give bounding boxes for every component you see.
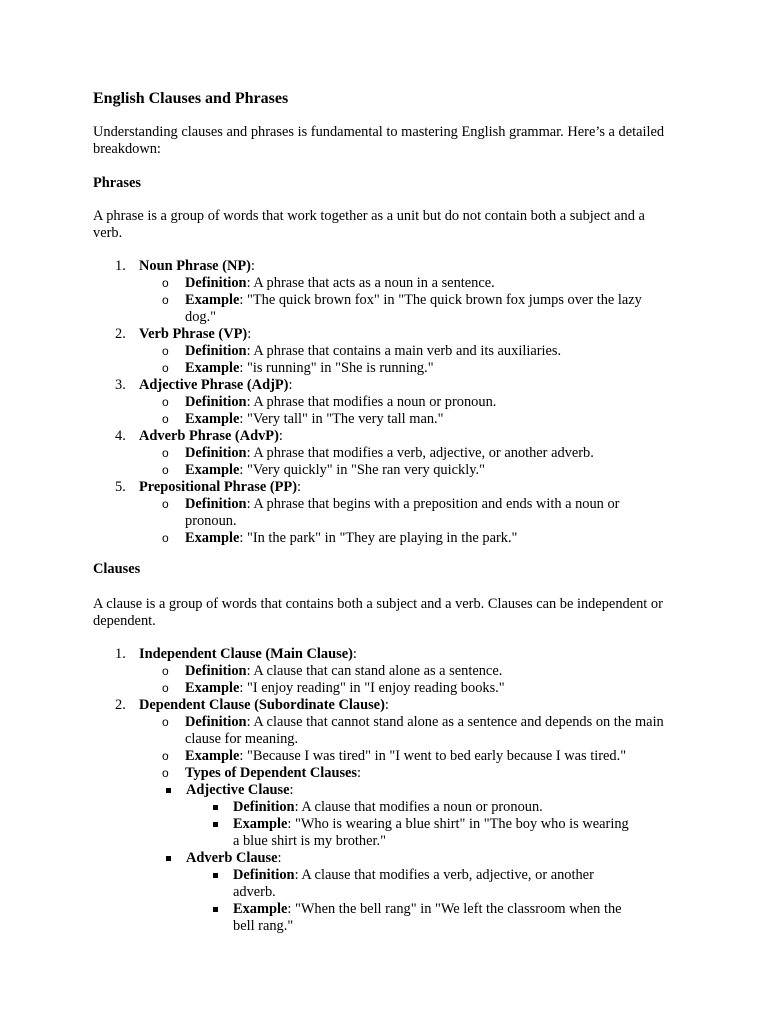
circle-bullet-icon: o bbox=[162, 276, 169, 290]
definition-text: : A clause that can stand alone as a sentence. bbox=[246, 663, 503, 679]
definition-text: : A clause that modifies a noun or pronoun. bbox=[294, 799, 543, 815]
example-label: Example bbox=[185, 411, 240, 427]
example-item bbox=[139, 748, 683, 765]
list-number: 3. bbox=[115, 377, 126, 393]
definition-label: Definition bbox=[233, 799, 295, 815]
example-label: Example bbox=[185, 530, 240, 546]
definition-label: Definition bbox=[185, 445, 247, 461]
circle-bullet-icon: o bbox=[162, 412, 169, 426]
list-number: 2. bbox=[115, 326, 126, 342]
definition-label: Definition bbox=[185, 663, 247, 679]
circle-bullet-icon: o bbox=[162, 361, 169, 375]
square-bullet-icon bbox=[213, 822, 218, 827]
types-colon: : bbox=[357, 765, 362, 781]
example-text: : "Very tall" in "The very tall man." bbox=[239, 411, 444, 427]
example-label: Example bbox=[185, 462, 240, 478]
example-item bbox=[139, 411, 683, 428]
definition-text: : A phrase that modifies a noun or pronoun. bbox=[246, 394, 497, 410]
adverb-clause-item bbox=[93, 850, 683, 935]
definition-label: Definition bbox=[185, 496, 247, 512]
example-item bbox=[139, 680, 683, 697]
circle-bullet-icon: o bbox=[162, 681, 169, 695]
example-label: Example bbox=[233, 816, 288, 832]
definition-label: Definition bbox=[185, 714, 247, 730]
circle-bullet-icon: o bbox=[162, 766, 169, 780]
phrase-term: Noun Phrase (NP) bbox=[139, 258, 251, 274]
types-label: Types of Dependent Clauses bbox=[185, 765, 358, 781]
circle-bullet-icon: o bbox=[162, 463, 169, 477]
example-label: Example bbox=[185, 360, 240, 376]
circle-bullet-icon: o bbox=[162, 446, 169, 460]
square-bullet-icon bbox=[213, 873, 218, 878]
clause-item-dependent bbox=[93, 697, 683, 935]
intro-paragraph: Understanding clauses and phrases is fundamental to mastering English grammar. Here’s a detailed breakdown: bbox=[93, 124, 665, 157]
clause-term: Independent Clause (Main Clause) bbox=[139, 646, 353, 662]
definition-text: : A clause that modifies a verb, adjective, or another adverb. bbox=[233, 867, 594, 900]
example-text: : "Very quickly" in "She ran very quickly." bbox=[239, 462, 485, 478]
term-colon: : bbox=[277, 850, 282, 866]
types-item bbox=[139, 765, 683, 782]
definition-text: : A phrase that begins with a preposition and ends with a noun or pronoun. bbox=[185, 496, 620, 529]
definition-item bbox=[93, 799, 683, 816]
adjective-clause-details bbox=[93, 799, 683, 850]
definition-item bbox=[139, 714, 683, 748]
definition-item bbox=[139, 343, 683, 360]
definition-item bbox=[139, 496, 683, 530]
definition-item bbox=[139, 445, 683, 462]
circle-bullet-icon: o bbox=[162, 715, 169, 729]
dependent-types-list bbox=[93, 782, 683, 935]
term-colon: : bbox=[384, 697, 389, 713]
circle-bullet-icon: o bbox=[162, 344, 169, 358]
clauses-list bbox=[93, 646, 683, 935]
phrase-term: Verb Phrase (VP) bbox=[139, 326, 248, 342]
definition-item bbox=[139, 275, 683, 292]
definition-item bbox=[139, 663, 683, 680]
list-number: 4. bbox=[115, 428, 126, 444]
document-title: English Clauses and Phrases bbox=[93, 90, 289, 107]
example-label: Example bbox=[233, 901, 288, 917]
definition-text: : A clause that cannot stand alone as a sentence and depends on the main clause for meaning. bbox=[185, 714, 664, 747]
term-colon: : bbox=[289, 782, 294, 798]
adjective-clause-item bbox=[93, 782, 683, 850]
circle-bullet-icon: o bbox=[162, 664, 169, 678]
list-number: 1. bbox=[115, 258, 126, 274]
example-text: : "In the park" in "They are playing in the park." bbox=[239, 530, 518, 546]
example-item bbox=[139, 462, 683, 479]
square-bullet-icon bbox=[166, 856, 171, 861]
definition-item bbox=[93, 867, 683, 901]
phrases-description: A phrase is a group of words that work together as a unit but do not contain both a subject and a verb. bbox=[93, 208, 645, 241]
clause-item-independent bbox=[93, 646, 683, 697]
phrase-details bbox=[139, 445, 683, 479]
term-colon: : bbox=[247, 326, 252, 342]
phrases-list bbox=[93, 258, 683, 547]
example-text: : "is running" in "She is running." bbox=[239, 360, 434, 376]
definition-text: : A phrase that modifies a verb, adjective, or another adverb. bbox=[246, 445, 594, 461]
square-bullet-icon bbox=[166, 788, 171, 793]
phrase-details bbox=[139, 343, 683, 377]
square-bullet-icon bbox=[213, 907, 218, 912]
list-number: 5. bbox=[115, 479, 126, 495]
phrase-details bbox=[139, 496, 683, 547]
definition-label: Definition bbox=[185, 275, 247, 291]
term-colon: : bbox=[297, 479, 302, 495]
phrases-heading: Phrases bbox=[93, 175, 141, 191]
example-item bbox=[93, 901, 683, 935]
circle-bullet-icon: o bbox=[162, 749, 169, 763]
clause-details bbox=[139, 714, 683, 782]
definition-label: Definition bbox=[233, 867, 295, 883]
definition-label: Definition bbox=[185, 343, 247, 359]
definition-text: : A phrase that acts as a noun in a sentence. bbox=[246, 275, 495, 291]
clauses-heading: Clauses bbox=[93, 561, 141, 577]
phrase-details bbox=[139, 394, 683, 428]
example-label: Example bbox=[185, 292, 240, 308]
circle-bullet-icon: o bbox=[162, 531, 169, 545]
adverb-clause-term: Adverb Clause bbox=[186, 850, 278, 866]
clauses-description: A clause is a group of words that contains both a subject and a verb. Clauses can be independent or dependent. bbox=[93, 596, 663, 629]
definition-item bbox=[139, 394, 683, 411]
example-label: Example bbox=[185, 680, 240, 696]
definition-label: Definition bbox=[185, 394, 247, 410]
phrase-term: Adverb Phrase (AdvP) bbox=[139, 428, 279, 444]
example-text: : "The quick brown fox" in "The quick brown fox jumps over the lazy dog." bbox=[185, 292, 642, 325]
adjective-clause-term: Adjective Clause bbox=[186, 782, 290, 798]
example-text: : "When the bell rang" in "We left the classroom when the bell rang." bbox=[233, 901, 622, 934]
phrase-term: Adjective Phrase (AdjP) bbox=[139, 377, 289, 393]
example-label: Example bbox=[185, 748, 240, 764]
term-colon: : bbox=[352, 646, 357, 662]
circle-bullet-icon: o bbox=[162, 395, 169, 409]
phrase-details bbox=[139, 275, 683, 326]
circle-bullet-icon: o bbox=[162, 497, 169, 511]
phrase-item-prepositional bbox=[93, 479, 683, 547]
phrase-item-adjective bbox=[93, 377, 683, 428]
example-item bbox=[93, 816, 683, 850]
square-bullet-icon bbox=[213, 805, 218, 810]
example-item bbox=[139, 360, 683, 377]
list-number: 2. bbox=[115, 697, 126, 713]
phrase-item-adverb bbox=[93, 428, 683, 479]
phrase-term: Prepositional Phrase (PP) bbox=[139, 479, 298, 495]
phrase-item-verb bbox=[93, 326, 683, 377]
phrase-item-noun bbox=[93, 258, 683, 326]
clause-term: Dependent Clause (Subordinate Clause) bbox=[139, 697, 385, 713]
example-item bbox=[139, 530, 683, 547]
term-colon: : bbox=[278, 428, 283, 444]
term-colon: : bbox=[288, 377, 293, 393]
example-text: : "I enjoy reading" in "I enjoy reading books." bbox=[239, 680, 505, 696]
circle-bullet-icon: o bbox=[162, 293, 169, 307]
example-item bbox=[139, 292, 683, 326]
definition-text: : A phrase that contains a main verb and its auxiliaries. bbox=[246, 343, 562, 359]
term-colon: : bbox=[250, 258, 255, 274]
adverb-clause-details bbox=[93, 867, 683, 935]
example-text: : "Because I was tired" in "I went to bed early because I was tired." bbox=[239, 748, 627, 764]
clause-details bbox=[139, 663, 683, 697]
example-text: : "Who is wearing a blue shirt" in "The boy who is wearing a blue shirt is my brother." bbox=[233, 816, 629, 849]
list-number: 1. bbox=[115, 646, 126, 662]
